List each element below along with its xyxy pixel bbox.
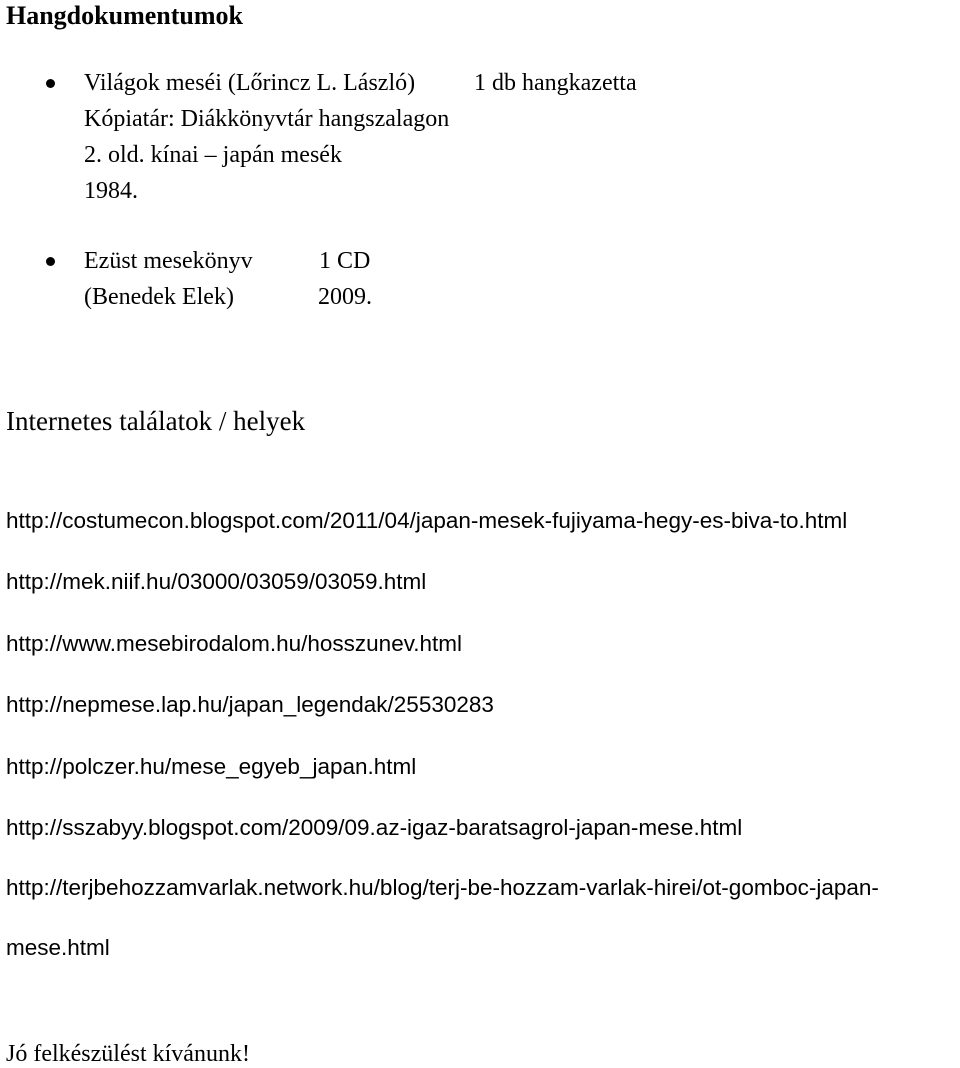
- item-2-author: (Benedek Elek): [84, 284, 234, 310]
- item-1-format: 1 db hangkazetta: [474, 70, 637, 96]
- section-title: Internetes találatok / helyek: [6, 406, 306, 436]
- link-costumecon[interactable]: http://costumecon.blogspot.com/2011/04/japan-mesek-fujiyama-hegy-es-biva-to.html: [6, 508, 848, 533]
- item-1-title: Világok meséi (Lőrincz L. László): [84, 70, 416, 96]
- link-nepmese[interactable]: http://nepmese.lap.hu/japan_legendak/25530283: [6, 692, 494, 717]
- item-1-year: 1984.: [84, 178, 138, 204]
- item-2-title: Ezüst mesekönyv: [84, 248, 253, 274]
- link-mek[interactable]: http://mek.niif.hu/03000/03059/03059.html: [6, 569, 427, 594]
- closing-text: Jó felkészülést kívánunk!: [6, 1041, 250, 1067]
- link-terjbehozzamvarlak[interactable]: http://terjbehozzamvarlak.network.hu/blog/terj-be-hozzam-varlak-hirei/ot-gomboc-japan-: [6, 875, 879, 900]
- page-title: Hangdokumentumok: [6, 1, 243, 30]
- bullet-icon: [46, 257, 55, 266]
- item-2-year: 2009.: [318, 284, 372, 310]
- item-1-copy-location: Kópiatár: Diákkönyvtár hangszalagon: [84, 106, 450, 132]
- link-sszabyy[interactable]: http://sszabyy.blogspot.com/2009/09.az-igaz-baratsagrol-japan-mese.html: [6, 815, 743, 840]
- link-polczer[interactable]: http://polczer.hu/mese_egyeb_japan.html: [6, 754, 417, 779]
- item-1-pages: 2. old. kínai – japán mesék: [84, 142, 342, 168]
- item-2-format: 1 CD: [319, 248, 371, 274]
- bullet-icon: [46, 79, 55, 88]
- link-mesebirodalom[interactable]: http://www.mesebirodalom.hu/hosszunev.html: [6, 631, 463, 656]
- link-terjbehozzamvarlak-continued[interactable]: mese.html: [6, 935, 110, 960]
